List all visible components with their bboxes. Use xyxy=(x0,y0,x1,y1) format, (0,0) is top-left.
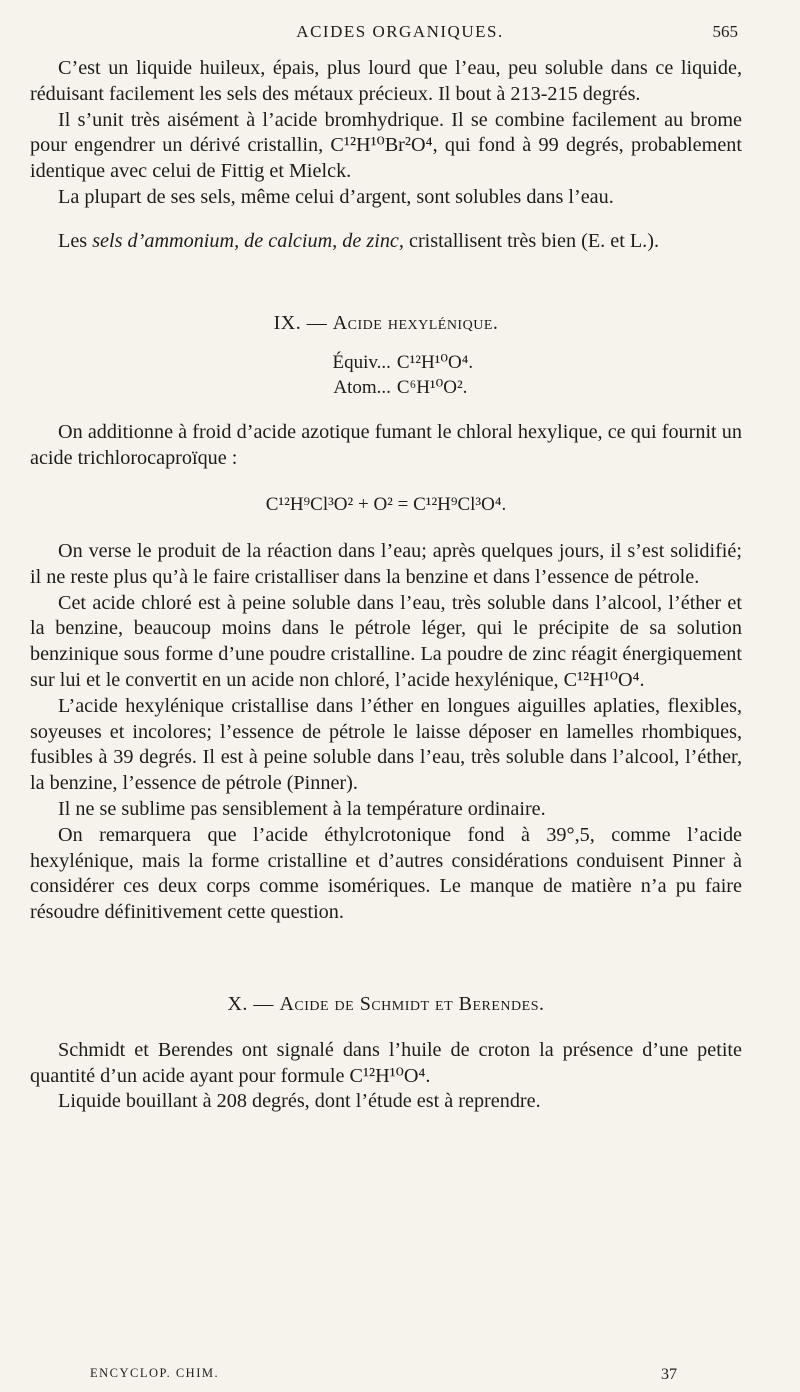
section-number: X. — xyxy=(227,992,280,1015)
text-run: cristallisent très bien (E. et L.). xyxy=(403,229,660,252)
page-number: 565 xyxy=(712,22,738,41)
equivalents-table xyxy=(299,350,473,400)
paragraph: Cet acide chloré est à peine soluble dans l’eau, très soluble dans l’alcool, l’éther et la benzine, beaucoup moins dans le pétrole léger, qui le précipite de sa solution benzinique sous forme d’une poudre cristalline. La poudre de zinc réagit énergiquement sur lui et le convertit en un acide non chloré, l’acide hexylénique, C¹²H¹⁰O⁴. xyxy=(30,591,742,691)
paragraph-salts xyxy=(30,229,742,255)
italic-run: sels d’ammonium, de calcium, de zinc, xyxy=(92,229,404,252)
signature-number: 37 xyxy=(661,1366,677,1383)
atom-formula: C⁶H¹⁰O². xyxy=(396,377,468,399)
paragraph: Il ne se sublime pas sensiblement à la température ordinaire. xyxy=(58,797,546,820)
page-body xyxy=(30,56,742,1115)
section-heading-ix xyxy=(30,311,742,337)
reaction-equation: C¹²H⁹Cl³O² + O² = C¹²H⁹Cl³O⁴. xyxy=(265,493,507,515)
equiv-label: Équiv... xyxy=(332,352,391,374)
paragraph: La plupart de ses sels, même celui d’argent, sont solubles dans l’eau. xyxy=(58,185,614,208)
paragraph: On remarquera que l’acide éthylcrotonique fond à 39°,5, comme l’acide hexylénique, mais la forme cristalline et d’autres considérations conduisent Pinner à considérer ces deux corps comme isomériques. Le manque de matière n’a pu faire résoudre définitivement cette question. xyxy=(30,823,742,924)
atom-label: Atom... xyxy=(333,377,391,399)
section-heading-x xyxy=(30,992,742,1018)
paragraph: On additionne à froid d’acide azotique fumant le chloral hexylique, ce qui fournit un acide trichlorocaproïque : xyxy=(30,421,742,470)
running-head: ACIDES ORGANIQUES. xyxy=(296,22,504,41)
atom-row xyxy=(299,375,473,400)
equivalents-block xyxy=(30,350,742,400)
page-header xyxy=(0,16,800,46)
paragraph: Liquide bouillant à 208 degrés, dont l’étude est à reprendre. xyxy=(58,1090,541,1113)
paragraph: C’est un liquide huileux, épais, plus lourd que l’eau, peu soluble dans ce liquide, réduisant facilement les sels des métaux précieux. Il bout à 213-215 degrés. xyxy=(30,57,742,105)
page-footer xyxy=(0,1366,800,1388)
section-number: IX. — xyxy=(273,311,333,334)
footer-signature: ENCYCLOP. CHIM. xyxy=(90,1366,220,1380)
paragraph: Schmidt et Berendes ont signalé dans l’huile de croton la présence d’une petite quantité d’un acide ayant pour formule C¹²H¹⁰O⁴. xyxy=(30,1038,742,1087)
paragraph: On verse le produit de la réaction dans l’eau; après quelques jours, il s’est solidifié; il ne reste plus qu’à le faire cristalliser dans la benzine et dans l’essence de pétrole. xyxy=(30,539,742,588)
paragraph: Il s’unit très aisément à l’acide bromhydrique. Il se combine facilement au brome pour engendrer un dérivé cristallin, C¹²H¹⁰Br²O⁴, qui fond à 99 degrés, probablement identique avec celui de Fittig et Mielck. xyxy=(30,108,742,183)
paragraph: L’acide hexylénique cristallise dans l’éther en longues aiguilles aplaties, flexibles, soyeuses et incolores; l’essence de pétrole le laisse déposer en lamelles rhombiques, fusibles à 39 degrés. Il est à peine soluble dans l’eau, très soluble dans l’alcool, l’éther, la benzine, l’essence de pétrole (Pinner). xyxy=(30,694,742,795)
equiv-formula: C¹²H¹⁰O⁴. xyxy=(396,352,474,374)
equiv-row xyxy=(299,350,473,375)
section-title: Acide de Schmidt et Berendes. xyxy=(279,992,545,1015)
text-run: Les xyxy=(58,229,93,252)
section-title: Acide hexylénique. xyxy=(332,311,499,334)
